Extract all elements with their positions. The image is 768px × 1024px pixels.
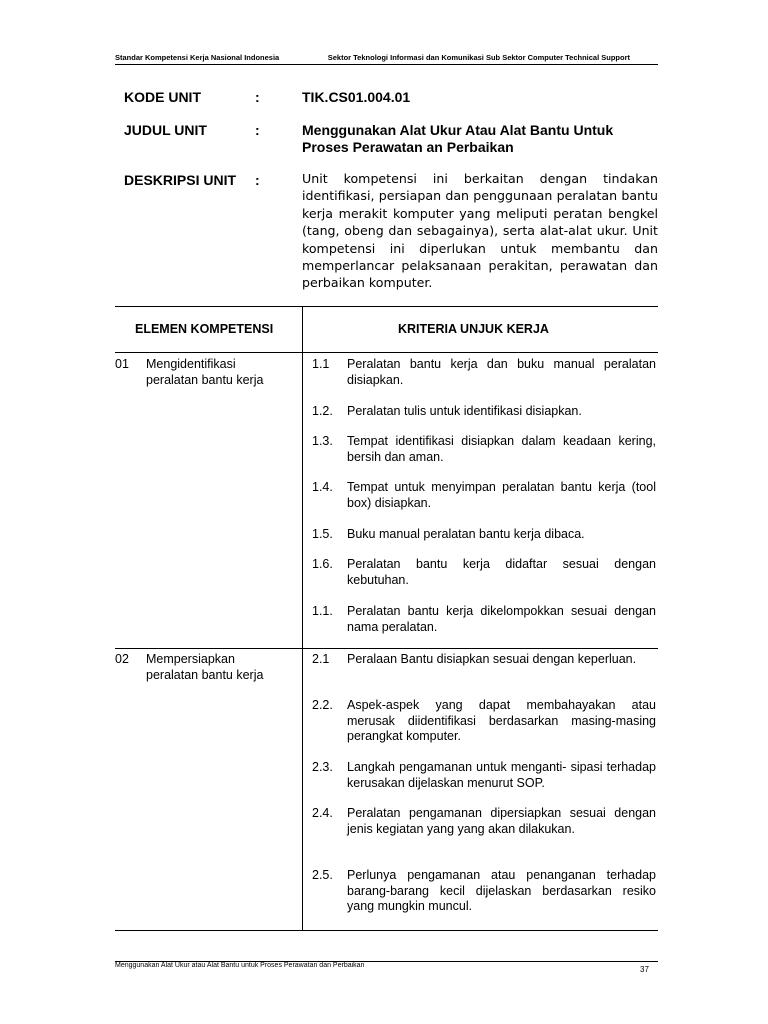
criteria-number: 1.4. xyxy=(312,480,333,494)
table-bottom-border xyxy=(115,930,658,931)
criteria-number: 1.1 xyxy=(312,357,330,371)
kode-unit-colon: : xyxy=(255,89,260,105)
criteria-number: 1.3. xyxy=(312,434,333,448)
judul-unit-label: JUDUL UNIT xyxy=(124,122,207,138)
criteria-number: 1.1. xyxy=(312,604,333,618)
judul-unit-line-1: Menggunakan Alat Ukur Atau Alat Bantu Untuk xyxy=(302,122,614,138)
table-header-divider xyxy=(115,352,658,353)
criteria-text: Aspek-aspek yang dapat membahayakan atau merusak diidentifikasi berdasarkan masing-masing perangkat komputer. xyxy=(347,698,656,744)
criteria-text: Perlunya pengamanan atau penanganan terhadap barang-barang kecil dijelaskan berdasarkan resiko yang mungkin muncul. xyxy=(347,868,656,914)
judul-unit-line-2: Proses Perawatan an Perbaikan xyxy=(302,139,514,155)
criteria-item xyxy=(312,652,656,668)
element-number: 02 xyxy=(115,652,129,666)
kode-unit-value: TIK.CS01.004.01 xyxy=(302,89,411,105)
criteria-text: Peralatan bantu kerja dikelompokkan sesuai dengan nama peralatan. xyxy=(347,604,656,634)
criteria-text: Peralatan bantu kerja didaftar sesuai dengan kebutuhan. xyxy=(347,557,656,587)
element-name-line-1: Mempersiapkan xyxy=(146,652,235,666)
kriteria-unjuk-kerja-header: KRITERIA UNJUK KERJA xyxy=(398,322,549,336)
criteria-item xyxy=(312,698,656,745)
judul-unit-colon: : xyxy=(255,122,260,138)
deskripsi-unit-label: DESKRIPSI UNIT xyxy=(124,172,237,188)
criteria-text: Peralatan pengamanan dipersiapkan sesuai dengan jenis kegiatan yang yang akan dilakukan. xyxy=(347,806,656,836)
criteria-item xyxy=(312,527,656,543)
table-column-divider xyxy=(302,306,303,930)
element-name xyxy=(146,357,298,388)
criteria-text: Peralatan bantu kerja dan buku manual peralatan disiapkan. xyxy=(347,357,656,387)
criteria-number: 1.2. xyxy=(312,404,333,418)
criteria-text: Peralaan Bantu disiapkan sesuai dengan keperluan. xyxy=(347,652,637,666)
criteria-number: 1.5. xyxy=(312,527,333,541)
criteria-text: Peralatan tulis untuk identifikasi disiapkan. xyxy=(347,404,582,418)
criteria-item xyxy=(312,404,656,420)
deskripsi-unit-colon: : xyxy=(255,172,260,188)
criteria-number: 2.2. xyxy=(312,698,333,712)
element-name-line-2: peralatan bantu kerja xyxy=(146,667,264,682)
criteria-item xyxy=(312,480,656,511)
footer-title: Menggunakan Alat Ukur atau Alat Bantu untuk Proses Perawatan dan Perbaikan xyxy=(115,962,365,969)
deskripsi-unit-text: Unit kompetensi ini berkaitan dengan tindakan identifikasi, persiapan dan penggunaan peralatan bantu kerja merakit komputer yang meliputi peratan bengkel (tang, obeng dan sebagainya), serta alat-alat ukur. Unit kompetensi ini diperlukan untuk membantu dan memperlancar pelaksanaan perakitan, perawatan dan perbaikan komputer. xyxy=(302,171,658,291)
criteria-text: Buku manual peralatan bantu kerja dibaca. xyxy=(347,527,585,541)
elemen-kompetensi-header: ELEMEN KOMPETENSI xyxy=(135,322,274,336)
criteria-text: Langkah pengamanan untuk menganti- sipasi terhadap kerusakan dijelaskan menurut SOP. xyxy=(347,760,656,790)
header-divider xyxy=(115,64,658,65)
element-divider xyxy=(115,648,658,649)
criteria-item xyxy=(312,604,656,635)
element-name-line-2: peralatan bantu kerja xyxy=(146,372,264,387)
criteria-number: 2.4. xyxy=(312,806,333,820)
criteria-item xyxy=(312,806,656,837)
table-top-border xyxy=(115,306,658,307)
criteria-text: Tempat identifikasi disiapkan dalam keadaan kering, bersih dan aman. xyxy=(347,434,656,464)
criteria-item xyxy=(312,557,656,588)
element-number: 01 xyxy=(115,357,129,371)
criteria-text: Tempat untuk menyimpan peralatan bantu kerja (tool box) disiapkan. xyxy=(347,480,656,510)
element-name-line-1: Mengidentifikasi xyxy=(146,357,236,371)
criteria-number: 2.5. xyxy=(312,868,333,882)
kode-unit-label: KODE UNIT xyxy=(124,89,201,105)
criteria-number: 1.6. xyxy=(312,557,333,571)
judul-unit-value xyxy=(302,122,658,156)
page-number: 37 xyxy=(640,965,649,974)
element-name xyxy=(146,652,298,683)
criteria-item xyxy=(312,868,656,915)
criteria-item xyxy=(312,434,656,465)
header-sector-title: Sektor Teknologi Informasi dan Komunikasi Sub Sektor Computer Technical Support xyxy=(327,53,630,62)
header-standard-title: Standar Kompetensi Kerja Nasional Indonesia xyxy=(115,53,280,62)
criteria-number: 2.3. xyxy=(312,760,333,774)
criteria-item xyxy=(312,357,656,388)
criteria-number: 2.1 xyxy=(312,652,330,666)
criteria-item xyxy=(312,760,656,791)
